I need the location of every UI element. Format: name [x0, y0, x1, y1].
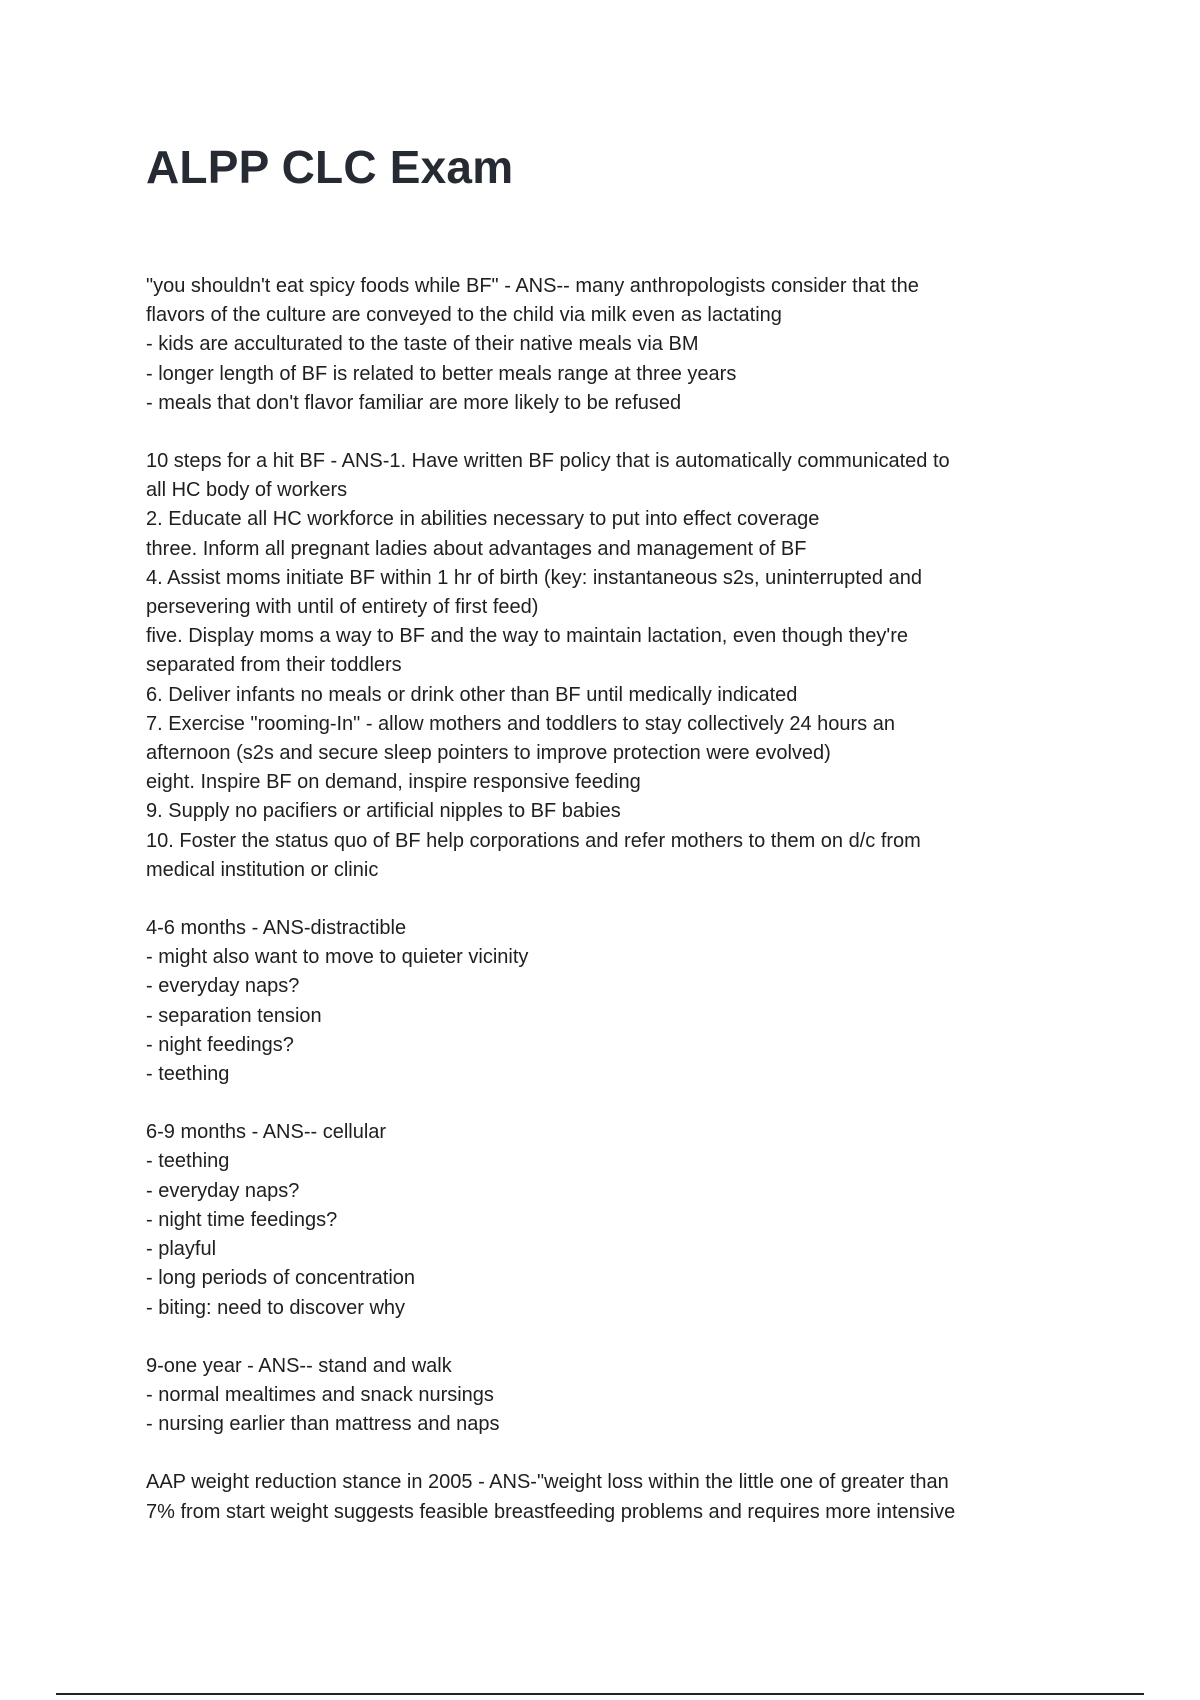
text-line: 6-9 months - ANS-- cellular	[146, 1121, 387, 1144]
qa-block-9-one-year	[146, 1352, 1076, 1440]
text-line: three. Inform all pregnant ladies about advantages and management of BF	[146, 537, 807, 560]
qa-block-4-6-months	[146, 914, 1076, 1089]
text-line: "you shouldn't eat spicy foods while BF" - ANS-- many anthropologists consider that the	[146, 275, 919, 297]
text-line: persevering with until of entirety of first feed)	[146, 596, 539, 619]
text-line: 10 steps for a hit BF - ANS-1. Have written BF policy that is automatically communicated to	[146, 450, 950, 473]
text-line: - kids are acculturated to the taste of their native meals via BM	[146, 333, 699, 356]
qa-block-aap-weight	[146, 1468, 1076, 1526]
text-line: 7% from start weight suggests feasible breastfeeding problems and requires more intensive	[146, 1500, 956, 1523]
text-line: - nursing earlier than mattress and naps	[146, 1413, 500, 1436]
text-line: 9-one year - ANS-- stand and walk	[146, 1354, 452, 1377]
text-line: - everyday naps?	[146, 975, 300, 998]
text-line: all HC body of workers	[146, 479, 348, 502]
text-line: medical institution or clinic	[146, 858, 379, 881]
text-line: - meals that don't flavor familiar are more likely to be refused	[146, 391, 682, 414]
text-line: 10. Foster the status quo of BF help corporations and refer mothers to them on d/c from	[146, 829, 921, 852]
text-line: eight. Inspire BF on demand, inspire responsive feeding	[146, 771, 641, 794]
text-line: five. Display moms a way to BF and the way to maintain lactation, even though they're	[146, 625, 908, 648]
text-line: - everyday naps?	[146, 1179, 300, 1202]
text-line: - biting: need to discover why	[146, 1296, 406, 1319]
text-line: - playful	[146, 1238, 217, 1261]
text-line: 4. Assist moms initiate BF within 1 hr of birth (key: instantaneous s2s, uninterrupted and	[146, 566, 922, 589]
text-line: AAP weight reduction stance in 2005 - ANS-"weight loss within the little one of greater than	[146, 1471, 949, 1494]
text-line: 6. Deliver infants no meals or drink other than BF until medically indicated	[146, 683, 798, 706]
text-line: - night time feedings?	[146, 1208, 338, 1231]
text-line: afternoon (s2s and secure sleep pointers to improve protection were evolved)	[146, 742, 831, 765]
document-title: ALPP CLC Exam	[146, 141, 514, 193]
footer-divider	[56, 1693, 1144, 1695]
text-line: - night feedings?	[146, 1033, 294, 1056]
text-line: - longer length of BF is related to better meals range at three years	[146, 362, 737, 385]
text-line: - long periods of concentration	[146, 1267, 416, 1290]
text-line: 4-6 months - ANS-distractible	[146, 917, 407, 940]
qa-block-6-9-months	[146, 1118, 1076, 1322]
text-line: - teething	[146, 1063, 230, 1086]
text-line: - teething	[146, 1150, 230, 1173]
text-line: 2. Educate all HC workforce in abilities necessary to put into effect coverage	[146, 508, 820, 531]
text-line: flavors of the culture are conveyed to the child via milk even as lactating	[146, 304, 782, 327]
text-line: - might also want to move to quieter vicinity	[146, 946, 529, 969]
qa-block-10-steps	[146, 447, 1076, 885]
text-line: 9. Supply no pacifiers or artificial nipples to BF babies	[146, 800, 621, 823]
text-line: - normal mealtimes and snack nursings	[146, 1383, 494, 1406]
qa-block-spicy-foods	[146, 272, 1076, 418]
text-line: - separation tension	[146, 1004, 322, 1027]
text-line: separated from their toddlers	[146, 654, 402, 677]
text-line: 7. Exercise "rooming-In" - allow mothers and toddlers to stay collectively 24 hours an	[146, 712, 895, 735]
document-body	[146, 272, 1076, 1556]
